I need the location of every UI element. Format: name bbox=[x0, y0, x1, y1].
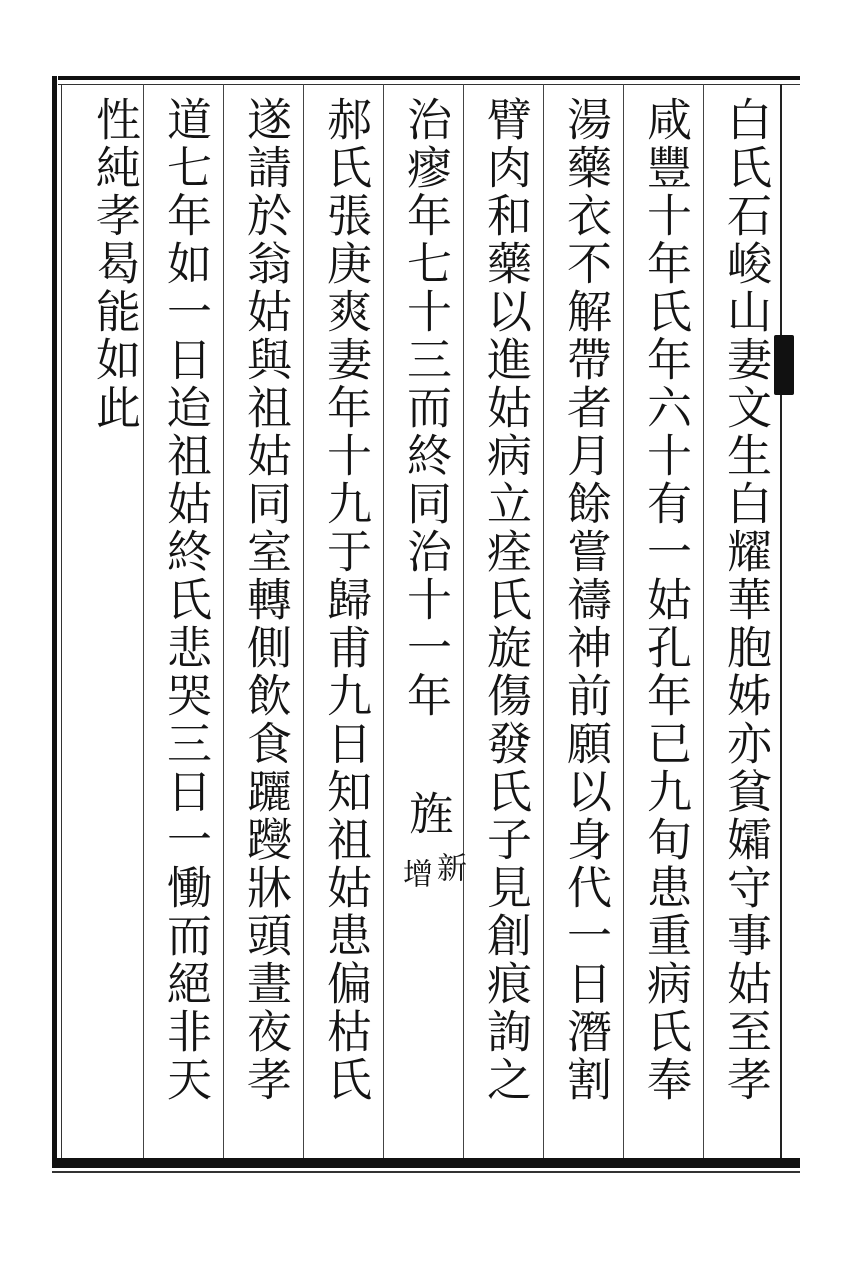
column-rule bbox=[303, 84, 304, 1158]
page-fold-line bbox=[780, 84, 782, 1158]
frame-left-border bbox=[52, 76, 57, 1166]
text-column-3: 湯藥衣不解帶者月餘嘗禱神前願以身代一日潛割 bbox=[559, 96, 612, 1104]
annotation-small-right: 新 bbox=[431, 852, 466, 882]
annotation-small-left: 增 bbox=[397, 858, 432, 888]
text-column-6: 郝氏張庚爽妻年十九于歸甫九日知祖姑患偏枯氏 bbox=[319, 96, 372, 1104]
fish-tail-mark bbox=[774, 335, 794, 395]
column-rule bbox=[543, 84, 544, 1158]
column-rule bbox=[383, 84, 384, 1158]
frame-top-inner-border bbox=[58, 84, 800, 85]
annotation-main: 旌 bbox=[401, 790, 454, 835]
text-column-5: 治瘳年七十三而終同治十一年 bbox=[399, 96, 452, 720]
text-column-2: 咸豐十年氏年六十有一姑孔年已九旬患重病氏奉 bbox=[639, 96, 692, 1104]
text-column-4: 臂肉和藥以進姑病立痊氏旋傷發氏子見創痕詢之 bbox=[479, 96, 532, 1104]
text-column-8: 道七年如一日迨祖姑終氏悲哭三日一慟而絕非天 bbox=[159, 96, 212, 1104]
text-column-1: 白氏石峻山妻文生白耀華胞姊亦貧孀守事姑至孝 bbox=[719, 96, 772, 1104]
frame-left-inner-border bbox=[61, 84, 62, 1162]
column-rule bbox=[703, 84, 704, 1158]
text-column-9: 性純孝曷能如此 bbox=[88, 96, 141, 432]
text-column-7: 遂請於翁姑與祖姑同室轉側飲食躧躞牀頭晝夜孝 bbox=[239, 96, 292, 1104]
column-rule bbox=[623, 84, 624, 1158]
frame-bottom-inner-border bbox=[52, 1171, 800, 1173]
column-rule bbox=[463, 84, 464, 1158]
frame-top-border bbox=[58, 76, 800, 80]
column-rule bbox=[223, 84, 224, 1158]
frame-bottom-border bbox=[52, 1158, 800, 1168]
